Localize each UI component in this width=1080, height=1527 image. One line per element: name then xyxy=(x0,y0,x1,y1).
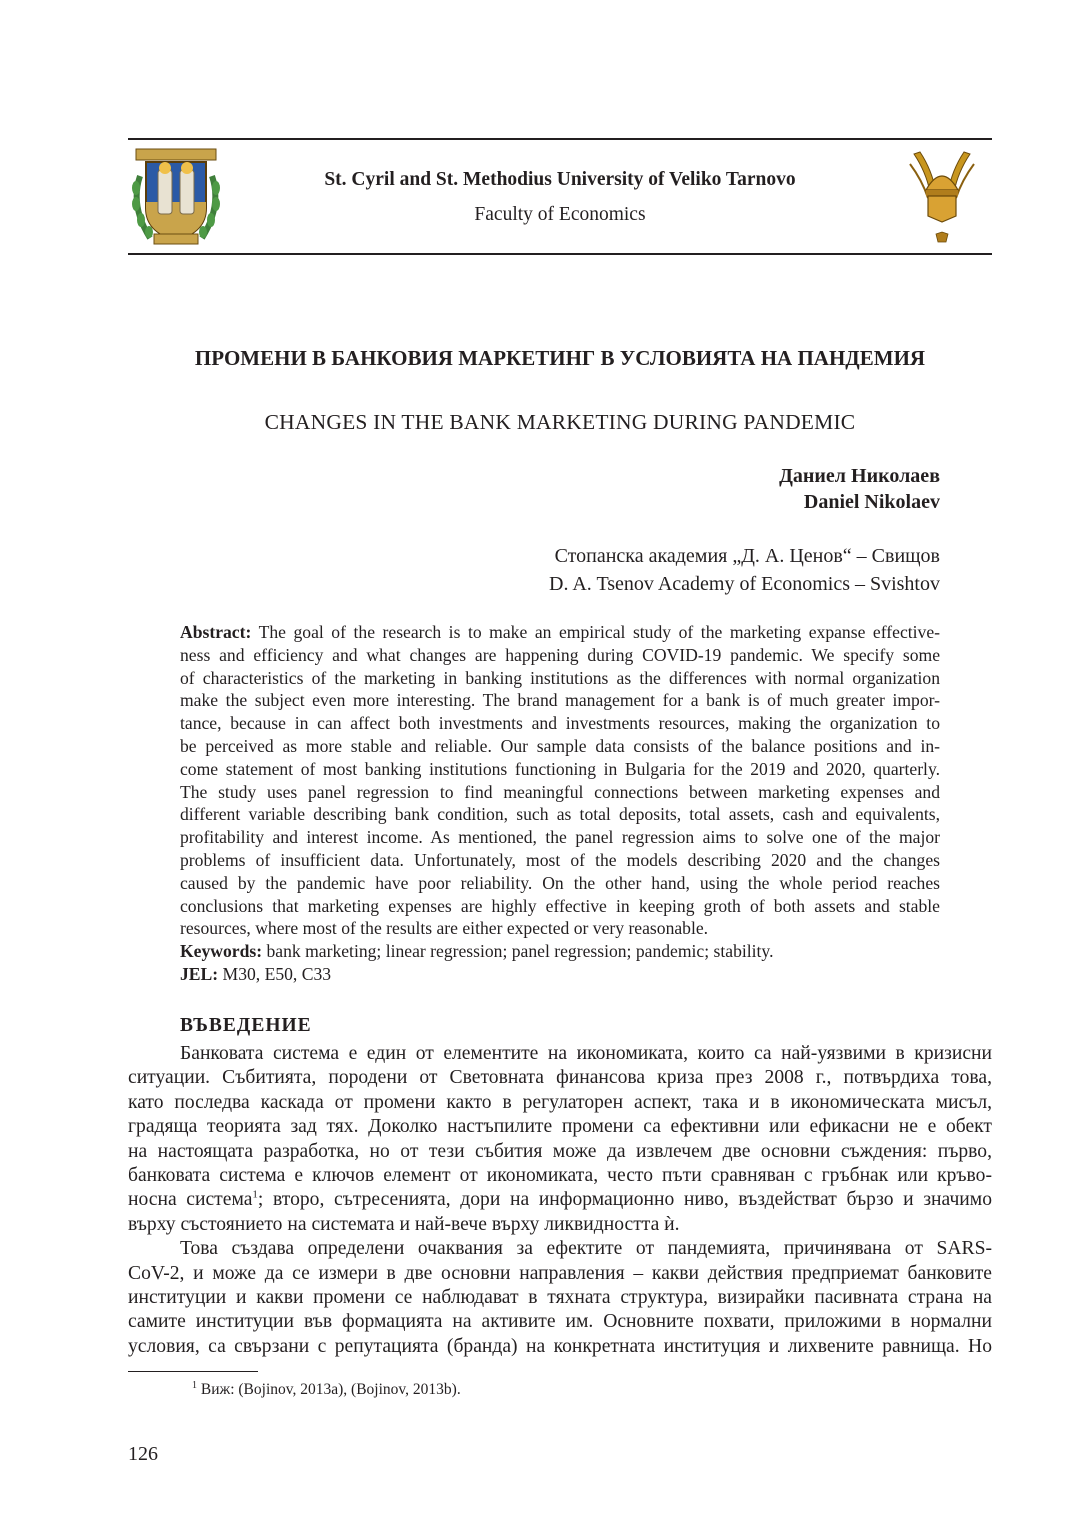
paragraph-line: градяща теорията зад тях. Доколко настъпилите промени са ефективни или ефикасни не е обект xyxy=(128,1116,992,1138)
jel-codes: M30, E50, C33 xyxy=(222,963,332,984)
author-name-bulgarian: Даниел Николаев xyxy=(779,465,940,487)
abstract-line: Abstract: The goal of the research is to make an empirical study of the marketing expanse effective- xyxy=(180,622,940,642)
footnote xyxy=(192,1375,461,1401)
paragraph-line: носна система$^1$; второ, сътресенията, дори на информационно ниво, въздействат бързо и значимо xyxy=(128,1188,992,1211)
abstract-line: different variable describing bank condition, such as total deposits, total assets, cash and equivalents, xyxy=(180,804,940,825)
header-bottom-rule xyxy=(128,253,992,255)
keywords-text: bank marketing; linear regression; panel regression; pandemic; stability. xyxy=(266,941,774,962)
abstract-label: Abstract: xyxy=(180,622,252,642)
title-english: CHANGES IN THE BANK MARKETING DURING PANDEMIC xyxy=(264,410,856,434)
faculty-name: Faculty of Economics xyxy=(474,204,646,225)
paragraph-line: институции и какви промени се наблюдават в тяхната структура, визирайки пасивната страна на xyxy=(128,1287,992,1309)
paragraph-line: като последва каскада от промени както в регулаторен аспект, така и в икономическата мисъл, xyxy=(128,1091,992,1113)
abstract-line: make the subject even more interesting. The brand management for a bank is of much greater impor- xyxy=(180,690,940,711)
header-top-rule xyxy=(128,138,992,140)
university-crest-logo xyxy=(130,146,222,248)
keywords-label: Keywords: xyxy=(180,941,263,962)
paragraph-line: условия, са свързани с репутацията (бранда) на конкретната институция и лихвените равнища. Но xyxy=(128,1335,992,1357)
footnote-number: 1 xyxy=(192,1380,197,1391)
keywords-line xyxy=(180,940,940,963)
author-name-english: Daniel Nikolaev xyxy=(803,491,940,513)
abstract-line: of characteristics of the marketing in banking institutions as the differences with normal organization xyxy=(180,667,940,688)
paragraph-line: върху състоянието на системата и най-вече върху ликвидността ѝ. xyxy=(128,1213,680,1235)
paragraph-line: CoV-2, и може да се измери в две основни направления – какви действия предприемат банковите xyxy=(128,1262,992,1284)
jel-label: JEL: xyxy=(180,963,219,984)
abstract-line: come statement of most banking institutions functioning in Bulgaria for the 2019 and 2020, quarterly. xyxy=(180,758,940,779)
footnote-separator xyxy=(128,1371,258,1372)
paragraph-line: на настоящата разработка, но от тези събития може да извлечем две основни съждения: първо, xyxy=(128,1140,992,1162)
paragraph-1 xyxy=(128,1042,992,1237)
abstract-line: tance, because in can affect both investments and investments resources, making the organization to xyxy=(180,713,940,734)
faculty-emblem-logo xyxy=(906,142,978,246)
paragraph-line: самите институции във формацията на активите им. Основните похвати, приложими в нормални xyxy=(128,1311,992,1333)
page-number: 126 xyxy=(128,1443,158,1465)
abstract-line: problems of insufficient data. Unfortunately, most of the models describing 2020 and the changes xyxy=(180,849,940,870)
paragraph-line: Това създава определени очаквания за ефектите от пандемията, причинявана от SARS- xyxy=(180,1238,992,1260)
abstract-line: caused by the pandemic have poor reliability. On the other hand, using the whole period reaches xyxy=(180,872,940,893)
abstract-line: profitability and interest income. As mentioned, the panel regression aims to solve one of the major xyxy=(180,827,940,848)
paragraph-line: ситуации. Събитията, породени от Световната финансова криза през 2008 г., потвърдиха това, xyxy=(128,1067,992,1089)
paragraph-line: банковата система е ключов елемент от икономиката, често пъти сравняван с гръбнак или кръво- xyxy=(128,1165,992,1187)
abstract-line: conclusions that marketing expenses are highly effective in keeping groth of both assets and stable xyxy=(180,895,940,916)
university-name: St. Cyril and St. Methodius University of Veliko Tarnovo xyxy=(324,169,796,190)
footnote-text: Виж: (Bojinov, 2013a), (Bojinov, 2013b). xyxy=(200,1381,461,1399)
paragraph-2 xyxy=(128,1237,992,1359)
abstract-block xyxy=(180,621,940,986)
abstract-line: The study uses panel regression to find meaningful connections between marketing expenses and xyxy=(180,781,940,802)
jel-line xyxy=(180,963,940,986)
affiliation-english: D. A. Tsenov Academy of Economics – Svishtov xyxy=(549,573,940,595)
affiliation-bulgarian: Стопанска академия „Д. А. Ценов“ – Свищов xyxy=(554,545,940,567)
section-heading-introduction: ВЪВЕДЕНИЕ xyxy=(180,1015,312,1036)
abstract-line: resources, where most of the results are either expected or very reasonable. xyxy=(180,918,709,939)
paragraph-line: Банковата система е един от елементите на икономиката, които са най-уязвими в кризисни xyxy=(180,1043,992,1064)
title-bulgarian: ПРОМЕНИ В БАНКОВИЯ МАРКЕТИНГ В УСЛОВИЯТА НА ПАНДЕМИЯ xyxy=(194,346,926,370)
abstract-line: be perceived as more stable and reliable. Our sample data consists of the balance positions and in- xyxy=(180,735,940,756)
abstract-line: ness and efficiency and what changes are happening during COVID-19 pandemic. We specify some xyxy=(180,644,940,665)
body-text xyxy=(128,1042,992,1359)
footnote-reference[interactable]: 1 xyxy=(252,1188,258,1201)
